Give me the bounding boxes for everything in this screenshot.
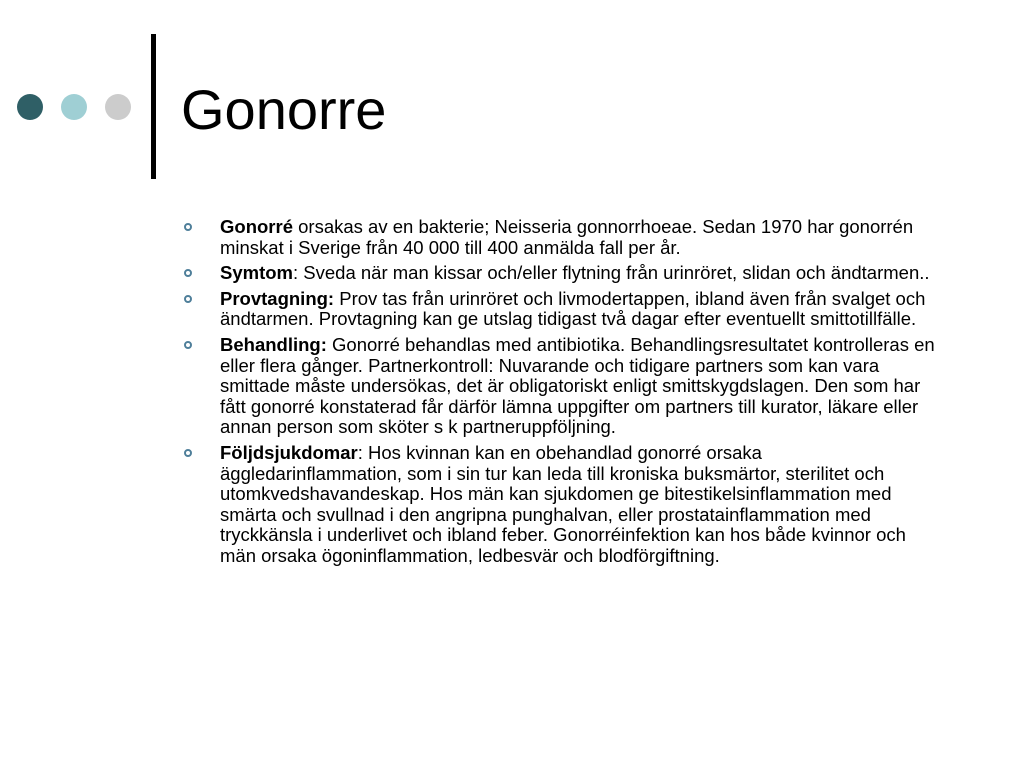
bullet-ring-icon — [184, 295, 192, 303]
bullet-ring-icon — [184, 341, 192, 349]
dot-light-teal — [61, 94, 87, 120]
bullet-term: Gonorré — [220, 216, 293, 237]
dot-gray — [105, 94, 131, 120]
bullet-item-symtom — [184, 263, 946, 284]
bullet-term: Provtagning: — [220, 287, 335, 309]
bullet-item-provtagning — [184, 289, 946, 330]
bullet-item-foljdsjukdomar — [184, 443, 946, 567]
bullet-item-behandling — [184, 335, 946, 438]
bullet-term: Följdsjukdomar — [220, 441, 358, 463]
bullet-term: Behandling: — [220, 333, 327, 355]
bullet-ring-icon — [184, 269, 192, 277]
bullet-list — [184, 217, 946, 572]
title-divider-line — [151, 34, 156, 179]
bullet-ring-icon — [184, 449, 192, 457]
bullet-text: : Hos kvinnan kan en obehandlad gonorré orsaka äggledarinflammation, som i sin tur kan leda till kroniska buksmärtor, sterilitet och utomkvedshavandeskap. Hos män kan sjukdomen ge bitestikelsinflammation med smärta och svullnad i den angripna punghalvan, eller prostatainflammation med tryckkänsla i underlivet och ibland feber. Gonorréinfektion kan hos både kvinnor och män orsaka ögoninflammation, ledbesvär och blodförgiftning. — [220, 441, 906, 566]
bullet-item-gonorre — [184, 217, 946, 258]
bullet-text: Gonorré behandlas med antibiotika. Behandlingsresultatet kontrolleras en eller flera gånger. Partnerkontroll: Nuvarande och tidigare partners som kan vara smittade måste undersökas, det är obligatoriskt enligt smittskygdslagen. Den som har fått gonorré konstaterad får därför lämna uppgifter om partners till kurator, läkare eller annan person som sköter s k partneruppföljning. — [220, 333, 935, 438]
bullet-text: Prov tas från urinröret och livmodertappen, ibland även från svalget och ändtarmen. Provtagning kan ge utslag tidigast två dagar efter eventuellt smittotillfälle. — [220, 287, 926, 330]
decorative-dots — [17, 94, 132, 120]
slide-title: Gonorre — [181, 78, 387, 141]
bullet-term: Symtom — [220, 262, 293, 284]
bullet-text: orsakas av en bakterie; Neisseria gonnorrhoeae. Sedan 1970 har gonorrén minskat i Sverige från 40 000 till 400 anmälda fall per år. — [220, 216, 914, 258]
bullet-text: : Sveda när man kissar och/eller flytning från urinröret, slidan och ändtarmen.. — [293, 262, 930, 284]
bullet-ring-icon — [184, 223, 192, 231]
dot-dark-teal — [17, 94, 43, 120]
